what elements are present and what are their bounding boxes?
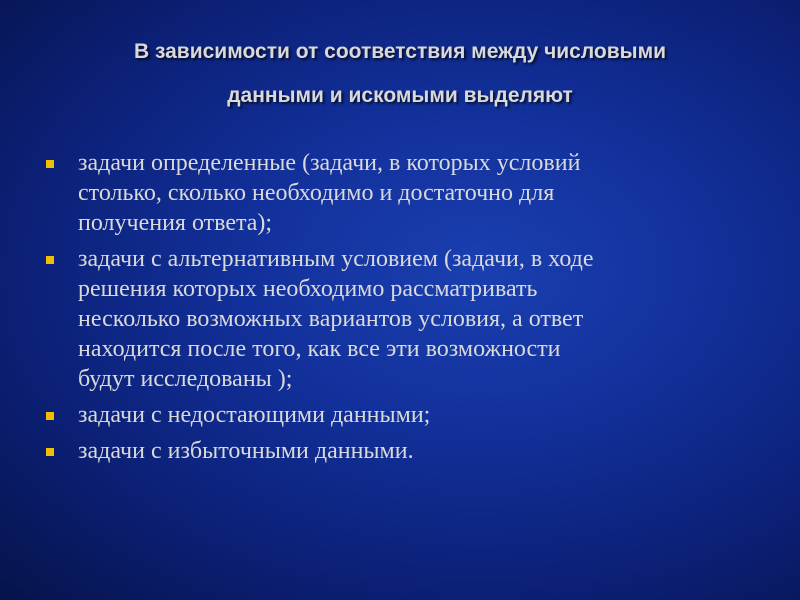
- square-bullet-icon: [46, 412, 54, 420]
- bullet-line: задачи с избыточными данными.: [78, 438, 414, 464]
- bullet-text: [78, 436, 744, 466]
- square-bullet-icon: [46, 448, 54, 456]
- title-line: данными и искомыми выделяют: [227, 84, 573, 107]
- bullet-item: [44, 436, 744, 466]
- bullet-line: задачи с альтернативным условием (задачи, в ходе: [78, 246, 594, 272]
- bullet-line: решения которых необходимо рассматривать: [78, 276, 538, 302]
- bullet-item: [44, 244, 744, 394]
- bullet-line: несколько возможных вариантов условия, а ответ: [78, 306, 584, 332]
- bullet-item: [44, 400, 744, 430]
- bullet-line: задачи с недостающими данными;: [78, 402, 431, 428]
- bullet-list: [44, 148, 744, 472]
- square-bullet-icon: [46, 160, 54, 168]
- bullet-line: задачи определенные (задачи, в которых условий: [78, 150, 581, 176]
- bullet-line: столько, сколько необходимо и достаточно для: [78, 180, 555, 206]
- bullet-text: [78, 244, 744, 394]
- bullet-line: находится после того, как все эти возможности: [78, 336, 561, 362]
- slide-title: [40, 30, 760, 118]
- bullet-line: получения ответа);: [78, 210, 273, 236]
- bullet-text: [78, 400, 744, 430]
- bullet-text: [78, 148, 744, 238]
- bullet-line: будут исследованы );: [78, 366, 293, 392]
- title-line: В зависимости от соответствия между числовыми: [133, 40, 667, 63]
- bullet-item: [44, 148, 744, 238]
- square-bullet-icon: [46, 256, 54, 264]
